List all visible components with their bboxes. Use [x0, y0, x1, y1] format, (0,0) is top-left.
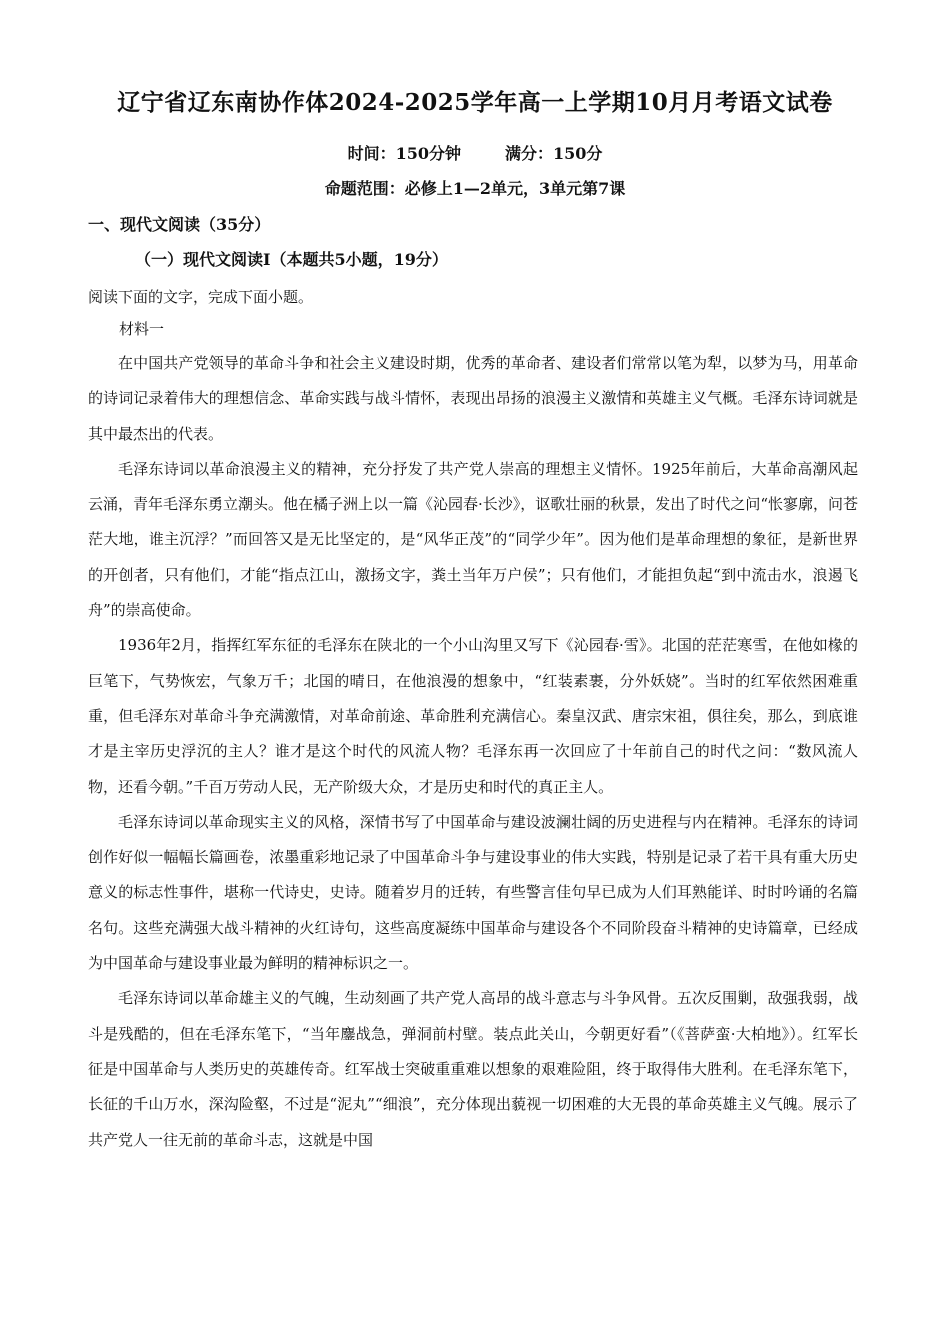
passage-paragraph: 毛泽东诗词以革命现实主义的风格，深情书写了中国革命与建设波澜壮阔的历史进程与内在精神。毛泽东的诗词创作好似一幅幅长篇画卷，浓墨重彩地记录了中国革命斗争与建设事业的伟大实践，特别是记录了若干具有重大历史意义的标志性事件，堪称一代诗史，史诗。随着岁月的迁转，有些警言佳句早已成为人们耳熟能详、时时吟诵的名篇名句。这些充满强大战斗精神的火红诗句，这些高度凝练中国革命与建设各个不同阶段奋斗精神的史诗篇章，已经成为中国革命与建设事业最为鲜明的精神标识之一。 [88, 812, 858, 973]
subsection-heading: （一）现代文阅读Ⅰ（本题共5小题，19分） [135, 250, 448, 269]
passage-paragraph: 在中国共产党领导的革命斗争和社会主义建设时期，优秀的革命者、建设者们常常以笔为犁，以梦为马，用革命的诗词记录着伟大的理想信念、革命实践与战斗情怀，表现出昂扬的浪漫主义激情和英雄主义气概。毛泽东诗词就是其中最杰出的代表。 [88, 354, 858, 443]
reading-instruction: 阅读下面的文字，完成下面小题。 [88, 288, 314, 306]
material-label: 材料一 [119, 320, 165, 338]
exam-scope: 命题范围：必修上1—2单元，3单元第7课 [324, 179, 626, 198]
passage-paragraph: 1936年2月，指挥红军东征的毛泽东在陕北的一个小山沟里又写下《沁园春·雪》。北国的茫茫寒雪，在他如椽的巨笔下，气势恢宏，气象万千；北国的晴日，在他浪漫的想象中，“红装素裹，分外妖娆”。当时的红军依然困难重重，但毛泽东对革命斗争充满激情，对革命前途、革命胜利充满信心。秦皇汉武、唐宗宋祖，俱往矣，那么，到底谁才是主宰历史浮沉的主人？谁才是这个时代的风流人物？毛泽东再一次回应了十年前自己的时代之问：“数风流人物，还看今朝。”千百万劳动人民，无产阶级大众，才是历史和时代的真正主人。 [88, 636, 858, 796]
exam-time: 时间：150分钟 [347, 144, 461, 163]
exam-title: 辽宁省辽东南协作体2024-2025学年高一上学期10月月考语文试卷 [117, 89, 833, 116]
exam-meta [0, 141, 950, 164]
section-heading: 一、现代文阅读（35分） [88, 215, 271, 234]
passage-paragraph: 毛泽东诗词以革命浪漫主义的精神，充分抒发了共产党人崇高的理想主义情怀。1925年前后，大革命高潮风起云涌，青年毛泽东勇立潮头。他在橘子洲上以一篇《沁园春·长沙》，讴歌壮丽的秋景，发出了时代之问“怅寥廓，问苍茫大地，谁主沉浮？”而回答又是无比坚定的，是“风华正茂”的“同学少年”。因为他们是革命理想的象征，是新世界的开创者，只有他们，才能“指点江山，激扬文字，粪土当年万户侯”；只有他们，才能担负起“到中流击水，浪遏飞舟”的崇高使命。 [88, 459, 858, 620]
passage-body [88, 346, 858, 1158]
exam-score: 满分：150分 [505, 144, 603, 163]
passage-paragraph: 毛泽东诗词以革命雄主义的气魄，生动刻画了共产党人高昂的战斗意志与斗争风骨。五次反围剿，敌强我弱，战斗是残酷的，但在毛泽东笔下，“当年鏖战急，弹洞前村壁。装点此关山，今朝更好看”（《菩萨蛮·大柏地》）。红军长征是中国革命与人类历史的英雄传奇。红军战士突破重重难以想象的艰难险阻，终于取得伟大胜利。在毛泽东笔下，长征的千山万水，深沟险壑，不过是“泥丸”“细浪”，充分体现出藐视一切困难的大无畏的革命英雄主义气魄。展示了共产党人一往无前的革命斗志，这就是中国 [88, 989, 858, 1149]
